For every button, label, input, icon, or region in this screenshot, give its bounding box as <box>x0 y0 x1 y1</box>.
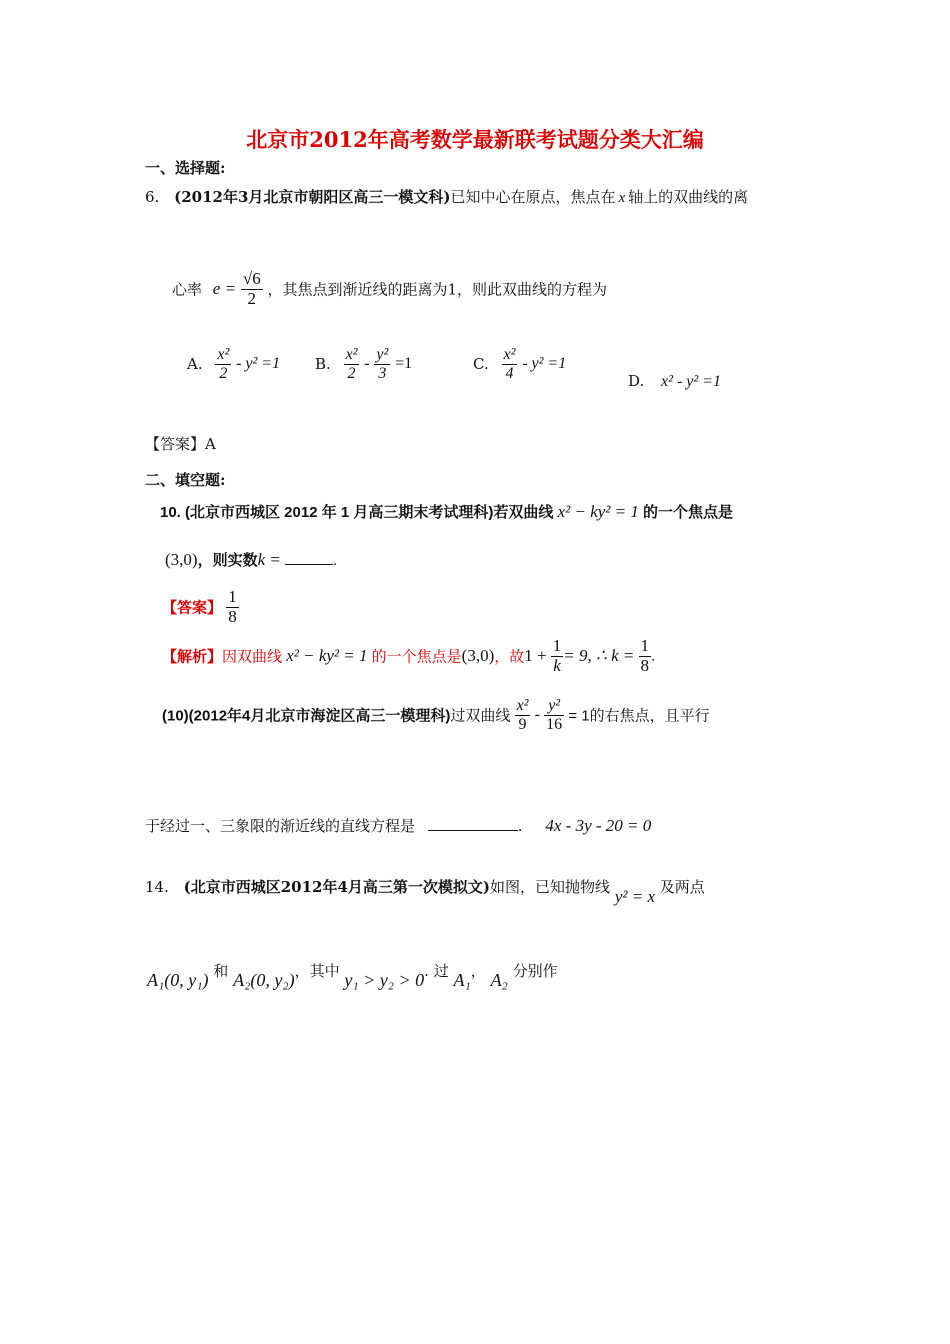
fraction-numerator: x² <box>345 346 358 363</box>
stem-text-cont: ，其焦点到渐近线的距离为1，则此双曲线的方程为 <box>267 280 608 299</box>
connector-text: ，其中 <box>294 962 340 980</box>
point-a2: A₂(0, y₂) <box>233 970 295 990</box>
option-fraction <box>502 346 518 382</box>
question-stem-cont: 及两点 <box>659 878 705 896</box>
question-source: (北京市西城区2012年4月高三第一次模拟文) <box>183 878 491 896</box>
section-heading-fill: 二、填空题: <box>145 471 226 489</box>
point-a1: A₁(0, y₁) <box>147 970 209 990</box>
option-label: C. <box>473 355 489 374</box>
condition: y₁ > y₂ > 0 <box>344 970 425 990</box>
fraction-denominator: 4 <box>505 364 514 382</box>
fraction-denominator: 3 <box>378 364 387 382</box>
label-a1: A₁ <box>453 970 471 990</box>
question-stem: 过双曲线 <box>450 707 511 725</box>
option-fraction <box>344 346 360 382</box>
question-stem: 若双曲线 <box>493 504 554 521</box>
math-expression: 1 + <box>524 646 547 666</box>
eccentricity-fraction <box>241 270 263 308</box>
question-stem-cont: 于经过一、三象限的渐近线的直线方程是 <box>145 817 416 835</box>
sentence-end: . <box>517 817 523 835</box>
option-expression: x² - y² =1 <box>661 373 721 390</box>
math-minus: - <box>534 706 540 724</box>
question-10a-line2 <box>165 549 337 570</box>
question-stem-cont: 轴上的双曲线的离 <box>628 188 749 206</box>
option-a <box>187 346 280 382</box>
option-fraction-2 <box>374 346 390 382</box>
math-fraction <box>515 697 531 733</box>
page-title: 北京市2012年高考数学最新联考试题分类大汇编 <box>246 127 704 152</box>
question-stem: 如图，已知抛物线 <box>490 878 611 896</box>
hyperbola-equation: x² − ky² = 1 <box>557 502 639 521</box>
fraction-numerator: x² <box>516 697 529 714</box>
explanation-10a <box>162 637 655 675</box>
question-6-line2 <box>172 270 607 308</box>
label-a2: A₂ <box>490 970 508 990</box>
question-stem-cont: ，则实数 <box>197 552 258 569</box>
parabola-equation: y² = x <box>614 887 655 906</box>
question-source: (2012年3月北京市朝阳区高三一模文科) <box>174 188 451 206</box>
question-14-line2 <box>147 960 558 990</box>
math-variable: x <box>618 190 626 206</box>
math-fraction-2 <box>544 697 564 733</box>
option-expression: =1 <box>395 355 413 373</box>
option-c <box>473 346 566 382</box>
option-label: A. <box>187 355 203 374</box>
answer-fraction <box>226 588 239 626</box>
fraction-numerator: x² <box>503 346 516 363</box>
math-expression: = 9, ∴ k = <box>563 646 635 666</box>
fraction-denominator: 2 <box>247 288 257 308</box>
fraction-denominator: 2 <box>347 364 356 382</box>
answer-10b: 4x - 3y - 20 = 0 <box>545 816 652 835</box>
explanation-text-cont: ，故 <box>494 648 525 666</box>
section-heading-choice: 一、选择题: <box>145 159 226 177</box>
fraction-denominator: 2 <box>219 364 228 382</box>
question-source: (10)(2012年4月北京市海淀区高三一模理科) <box>162 707 451 725</box>
option-label: D. <box>628 372 645 390</box>
option-minus: - <box>364 355 370 373</box>
fraction-denominator: 16 <box>546 715 563 733</box>
eccentricity-lhs: e = <box>212 279 237 299</box>
answer-10a <box>162 588 239 626</box>
question-10b-line2 <box>145 815 651 836</box>
fraction-denominator: 9 <box>518 715 527 733</box>
option-expression: - y² =1 <box>236 355 281 373</box>
fraction-numerator: √6 <box>242 269 261 288</box>
answer-tag: 【答案】 <box>162 599 223 617</box>
question-stem: 已知中心在原点，焦点在 <box>450 188 616 206</box>
question-10b-line1 <box>162 697 710 733</box>
explanation-text-cont: 的一个焦点是 <box>371 648 462 666</box>
answer-6: 【答案】A <box>145 435 216 453</box>
question-number: 14. <box>145 878 169 896</box>
fraction-numerator: y² <box>376 346 389 363</box>
connector-text: 和 <box>213 962 229 980</box>
fraction-numerator: 1 <box>228 587 237 606</box>
stem-text: 心率 <box>172 280 203 299</box>
connector-text: ， <box>470 962 486 980</box>
connector-text: . 过 <box>424 962 449 980</box>
question-stem-cont: = 1的右焦点，且平行 <box>568 707 710 725</box>
sentence-end: . <box>651 647 656 665</box>
focus-point: (3,0) <box>165 550 198 569</box>
fraction-numerator: y² <box>544 697 564 716</box>
option-fraction <box>215 346 231 382</box>
answer-blank <box>285 564 333 565</box>
fraction-denominator: k <box>553 655 561 675</box>
fraction-numerator: 1 <box>552 636 562 655</box>
fraction-numerator: x² <box>217 346 230 363</box>
question-stem-cont: 的一个焦点是 <box>643 504 734 521</box>
result-fraction <box>639 637 652 675</box>
variable-k: k = <box>257 550 281 569</box>
focus-point: (3,0) <box>461 646 495 666</box>
question-14-line1 <box>145 876 705 906</box>
sentence-end: . <box>333 552 338 569</box>
fraction-denominator: 8 <box>640 655 650 675</box>
question-source: 10. (北京市西城区 2012 年 1 月高三期末考试理科) <box>160 504 494 521</box>
connector-text: 分别作 <box>512 962 558 980</box>
option-d <box>628 372 721 391</box>
fraction-denominator: 8 <box>228 606 237 626</box>
question-6-line1 <box>145 186 748 207</box>
math-fraction <box>551 637 564 675</box>
option-b <box>315 346 412 382</box>
question-10a-line1 <box>160 501 733 522</box>
explanation-text: 因双曲线 <box>222 648 283 666</box>
fraction-numerator: 1 <box>640 636 650 655</box>
hyperbola-equation: x² − ky² = 1 <box>286 646 368 666</box>
option-expression: - y² =1 <box>522 355 567 373</box>
option-label: B. <box>315 355 331 374</box>
answer-blank <box>428 830 518 831</box>
question-number: 6. <box>145 188 160 206</box>
explanation-tag: 【解析】 <box>162 648 223 666</box>
